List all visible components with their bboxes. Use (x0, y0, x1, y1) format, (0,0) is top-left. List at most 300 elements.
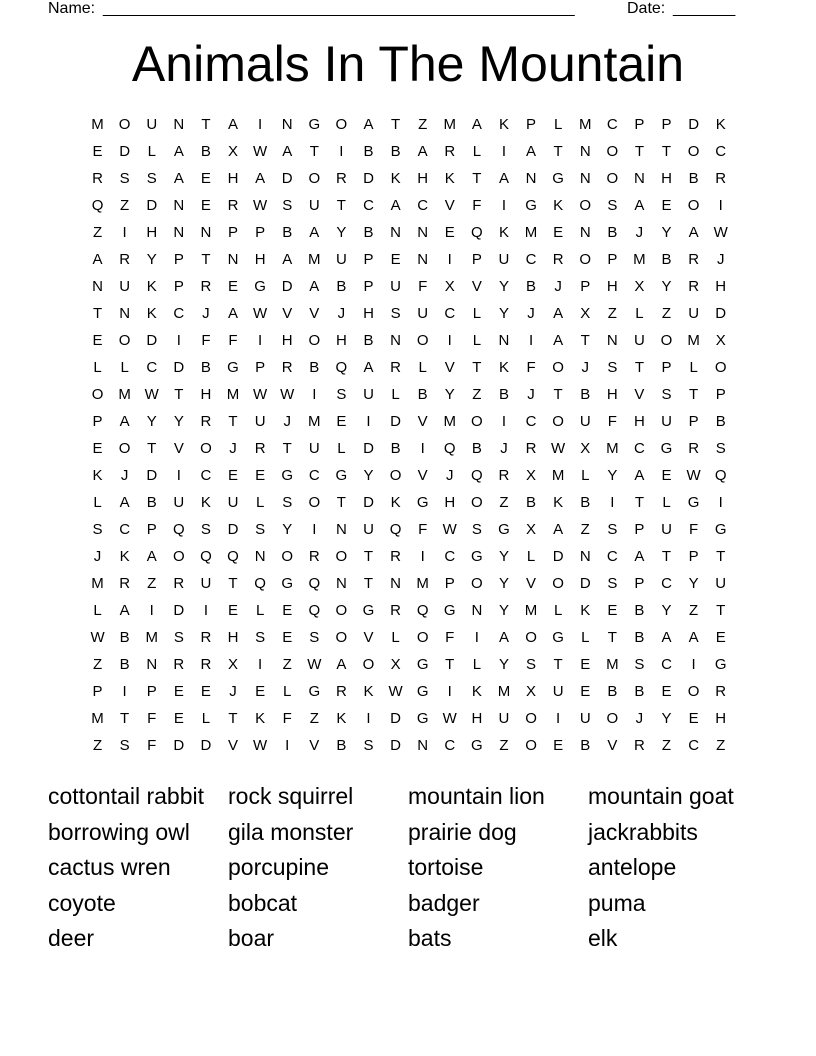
grid-letter: J (120, 467, 129, 484)
grid-letter: Y (336, 224, 347, 241)
grid-letter: X (526, 521, 537, 538)
grid-letter: P (580, 278, 591, 295)
grid-letter: F (228, 332, 238, 349)
word-bank-item: bobcat (228, 889, 298, 916)
grid-letter: T (634, 359, 644, 376)
grid-letter: H (200, 386, 212, 403)
grid-letter: L (635, 305, 644, 322)
grid-letter: B (634, 602, 645, 619)
grid-letter: A (363, 116, 374, 133)
grid-letter: T (661, 143, 672, 160)
grid-letter: A (228, 305, 239, 322)
grid-letter: H (634, 413, 645, 430)
grid-letter: Y (607, 467, 618, 484)
grid-letter: N (281, 116, 293, 133)
grid-letter: L (93, 494, 102, 511)
grid-letter: B (526, 494, 537, 511)
grid-letter: K (255, 710, 266, 727)
grid-letter: N (119, 305, 131, 322)
grid-letter: Y (661, 278, 672, 295)
grid-letter: A (390, 197, 401, 214)
grid-letter: B (526, 278, 537, 295)
grid-letter: Z (716, 737, 726, 754)
grid-letter: G (687, 494, 700, 511)
grid-letter: W (253, 143, 268, 160)
grid-letter: U (715, 575, 727, 592)
grid-letter: Q (471, 224, 483, 241)
grid-letter: A (634, 197, 645, 214)
grid-letter: B (363, 332, 374, 349)
grid-letter: A (228, 116, 239, 133)
grid-letter: I (447, 332, 452, 349)
grid-row (84, 383, 734, 410)
grid-letter: P (255, 359, 266, 376)
grid-letter: S (471, 521, 482, 538)
grid-letter: X (228, 656, 239, 673)
grid-letter: E (92, 143, 103, 160)
grid-letter: O (552, 575, 564, 592)
grid-letter: C (363, 197, 374, 214)
grid-letter: M (145, 629, 158, 646)
grid-letter: J (635, 224, 644, 241)
grid-letter: N (579, 224, 591, 241)
grid-letter: C (444, 548, 456, 565)
grid-letter: G (498, 521, 510, 538)
grid-letter: I (366, 413, 371, 430)
grid-letter: L (201, 710, 211, 727)
grid-letter: S (119, 737, 130, 754)
grid-letter: D (173, 602, 185, 619)
grid-letter: D (390, 710, 401, 727)
grid-letter: R (254, 440, 266, 457)
grid-letter: S (607, 197, 618, 214)
grid-letter: I (258, 656, 263, 673)
grid-letter: L (553, 602, 563, 619)
grid-letter: Q (443, 440, 456, 457)
grid-letter: N (634, 170, 645, 187)
grid-letter: N (227, 251, 239, 268)
grid-letter: P (715, 386, 726, 403)
word-bank-item: porcupine (228, 854, 330, 881)
word-bank-item: boar (228, 925, 275, 952)
grid-letter: O (660, 332, 673, 349)
grid-letter: E (173, 710, 184, 727)
grid-letter: T (689, 386, 699, 403)
word-bank-item: elk (588, 925, 618, 952)
grid-letter: S (661, 386, 672, 403)
grid-letter: I (366, 710, 371, 727)
grid-letter: D (227, 521, 239, 538)
grid-letter: O (471, 494, 483, 511)
grid-letter: I (149, 602, 154, 619)
grid-letter: S (119, 170, 130, 187)
grid-letter: A (688, 224, 699, 241)
grid-letter: K (498, 359, 509, 376)
grid-letter: B (282, 224, 293, 241)
grid-letter: E (255, 467, 266, 484)
grid-letter: I (176, 332, 181, 349)
grid-letter: Z (418, 116, 428, 133)
grid-letter: X (526, 467, 537, 484)
word-bank-item: borrowing owl (48, 818, 190, 845)
grid-letter: C (606, 116, 618, 133)
grid-letter: J (283, 413, 291, 430)
grid-letter: L (93, 359, 102, 376)
grid-letter: G (227, 359, 239, 376)
grid-letter: P (228, 224, 239, 241)
grid-letter: G (362, 602, 375, 619)
grid-letter: Y (363, 467, 374, 484)
grid-letter: U (335, 251, 347, 268)
grid-letter: J (554, 278, 562, 295)
grid-letter: N (579, 170, 591, 187)
grid-letter: Q (416, 602, 429, 619)
grid-letter: H (471, 710, 483, 727)
grid-letter: N (579, 143, 591, 160)
grid-letter: Y (444, 386, 455, 403)
grid-letter: I (474, 629, 479, 646)
grid-letter: G (660, 440, 673, 457)
grid-letter: Z (92, 224, 103, 241)
grid-letter: D (363, 440, 374, 457)
grid-letter: Q (389, 521, 402, 538)
grid-letter: V (444, 197, 455, 214)
grid-letter: K (580, 602, 591, 619)
grid-letter: E (92, 332, 103, 349)
grid-letter: Q (308, 602, 321, 619)
grid-letter: L (472, 656, 482, 673)
grid-letter: X (228, 143, 239, 160)
grid-letter: A (498, 629, 509, 646)
grid-letter: R (634, 737, 645, 754)
grid-letter: Y (661, 224, 672, 241)
grid-letter: I (312, 386, 317, 403)
grid-letter: M (443, 116, 457, 133)
grid-letter: T (363, 575, 374, 592)
grid-letter: H (715, 278, 727, 295)
grid-letter: O (335, 548, 348, 565)
grid-letter: D (146, 332, 158, 349)
grid-letter: W (442, 521, 457, 538)
grid-letter: B (661, 251, 672, 268)
grid-letter: H (606, 386, 618, 403)
grid-letter: R (390, 602, 401, 619)
grid-letter: O (308, 332, 321, 349)
grid-letter: G (471, 737, 483, 754)
grid-letter: D (552, 548, 564, 565)
grid-letter: W (253, 386, 268, 403)
grid-letter: P (688, 413, 699, 430)
word-bank-item: puma (588, 889, 646, 916)
grid-letter: K (336, 710, 347, 727)
grid-letter: K (146, 278, 157, 295)
grid-letter: L (255, 602, 265, 619)
grid-letter: B (336, 278, 347, 295)
grid-letter: A (417, 143, 428, 160)
grid-letter: N (471, 602, 483, 619)
word-bank-item: cottontail rabbit (48, 783, 204, 809)
grid-letter: R (281, 359, 293, 376)
grid-letter: U (579, 413, 591, 430)
grid-letter: T (92, 305, 103, 322)
grid-letter: W (253, 197, 268, 214)
grid-letter: Z (282, 656, 292, 673)
grid-letter: Z (661, 305, 672, 322)
name-label: Name: (48, 0, 96, 17)
grid-letter: U (552, 683, 564, 700)
grid-letter: E (607, 602, 618, 619)
grid-letter: Z (661, 737, 672, 754)
grid-row (84, 464, 734, 491)
grid-letter: C (308, 467, 320, 484)
page-title: Animals In The Mountain (131, 36, 685, 92)
grid-letter: B (200, 143, 211, 160)
grid-letter: O (687, 683, 700, 700)
grid-letter: L (391, 629, 400, 646)
name-field-line: _____________________________________________________ (103, 0, 575, 17)
grid-letter: O (471, 413, 483, 430)
grid-letter: L (472, 332, 482, 349)
grid-letter: J (93, 548, 102, 565)
grid-letter: P (173, 251, 184, 268)
grid-letter: Y (498, 575, 509, 592)
grid-row (84, 248, 734, 275)
grid-letter: V (607, 737, 618, 754)
grid-letter: U (200, 575, 212, 592)
grid-letter: O (606, 143, 619, 160)
grid-letter: E (580, 683, 591, 700)
grid-letter: I (556, 710, 561, 727)
grid-letter: X (580, 305, 591, 322)
grid-letter: P (688, 548, 699, 565)
grid-letter: B (634, 683, 645, 700)
date-label: Date: (627, 0, 666, 17)
grid-letter: W (388, 683, 403, 700)
grid-letter: U (661, 413, 672, 430)
grid-letter: A (282, 143, 293, 160)
word-bank-item: gila monster (228, 818, 354, 845)
grid-letter: R (227, 197, 239, 214)
grid-letter: A (553, 305, 564, 322)
grid-letter: D (173, 359, 185, 376)
grid-letter: J (337, 305, 346, 322)
grid-letter: A (526, 143, 537, 160)
grid-letter: Y (498, 602, 509, 619)
grid-letter: L (581, 629, 590, 646)
grid-letter: I (610, 494, 615, 511)
grid-letter: O (687, 143, 700, 160)
grid-letter: O (525, 629, 537, 646)
grid-letter: A (471, 116, 482, 133)
grid-letter: A (119, 413, 130, 430)
grid-letter: F (526, 359, 536, 376)
grid-letter: A (363, 359, 374, 376)
grid-letter: S (336, 386, 347, 403)
grid-letter: C (688, 737, 700, 754)
grid-letter: I (501, 143, 507, 160)
grid-letter: S (363, 737, 374, 754)
grid-letter: R (390, 359, 401, 376)
grid-letter: I (203, 602, 208, 619)
grid-letter: K (92, 467, 103, 484)
grid-letter: P (661, 359, 672, 376)
grid-letter: T (228, 710, 238, 727)
grid-letter: I (691, 656, 696, 673)
grid-letter: E (255, 683, 266, 700)
grid-letter: H (363, 305, 374, 322)
grid-letter: K (390, 494, 401, 511)
grid-letter: Q (714, 467, 727, 484)
grid-letter: U (308, 440, 320, 457)
grid-letter: L (418, 359, 427, 376)
grid-letter: O (416, 332, 429, 349)
grid-letter: K (715, 116, 726, 133)
grid-letter: I (447, 251, 452, 268)
grid-letter: M (416, 575, 429, 592)
grid-letter: P (146, 521, 157, 538)
grid-letter: Y (282, 521, 293, 538)
grid-letter: E (92, 440, 103, 457)
grid-letter: A (309, 224, 320, 241)
grid-letter: B (390, 143, 401, 160)
grid-letter: O (687, 197, 700, 214)
grid-letter: W (713, 224, 728, 241)
grid-letter: A (92, 251, 103, 268)
grid-letter: H (417, 170, 429, 187)
word-bank-item: coyote (48, 889, 116, 916)
grid-letter: Z (689, 602, 699, 619)
grid-letter: B (336, 737, 347, 754)
grid-letter: G (416, 656, 429, 673)
grid-letter: N (525, 170, 537, 187)
grid-letter: O (606, 170, 619, 187)
grid-letter: Q (254, 575, 266, 592)
header-line (48, 0, 748, 19)
grid-row (84, 518, 734, 545)
grid-letter: L (472, 305, 482, 322)
grid-letter: W (280, 386, 295, 403)
grid-letter: B (309, 359, 320, 376)
grid-letter: M (226, 386, 240, 403)
grid-letter: P (634, 521, 645, 538)
grid-row (84, 167, 734, 194)
grid-letter: E (228, 602, 239, 619)
grid-letter: V (228, 737, 239, 754)
grid-letter: B (688, 170, 699, 187)
grid-letter: T (309, 143, 319, 160)
grid-letter: Z (499, 494, 509, 511)
grid-letter: B (471, 440, 482, 457)
grid-row (84, 491, 734, 518)
word-bank-item: cactus wren (48, 854, 171, 881)
grid-letter: I (285, 737, 290, 754)
grid-letter: L (283, 683, 292, 700)
grid-letter: M (91, 116, 104, 133)
grid-letter: T (201, 251, 211, 268)
grid-letter: M (524, 602, 538, 619)
grid-letter: W (253, 305, 268, 322)
grid-letter: W (90, 629, 105, 646)
grid-letter: V (444, 359, 455, 376)
grid-letter: Q (471, 467, 483, 484)
grid-letter: B (363, 224, 374, 241)
grid-letter: S (282, 494, 293, 511)
grid-letter: T (634, 494, 644, 511)
grid-letter: F (147, 710, 157, 727)
grid-letter: T (201, 116, 211, 133)
grid-letter: E (553, 224, 564, 241)
grid-letter: O (91, 386, 104, 403)
word-bank-item: mountain goat (588, 783, 734, 809)
grid-letter: A (634, 548, 645, 565)
grid-letter: C (661, 656, 672, 673)
grid-row (84, 329, 734, 356)
grid-letter: E (228, 278, 239, 295)
word-bank-item: rock squirrel (228, 783, 354, 809)
grid-letter: K (390, 170, 401, 187)
grid-letter: H (606, 278, 618, 295)
grid-letter: O (362, 656, 375, 673)
grid-letter: R (688, 251, 700, 268)
grid-letter: F (689, 521, 699, 538)
grid-letter: I (501, 197, 507, 214)
grid-letter: D (200, 737, 212, 754)
grid-letter: B (146, 494, 157, 511)
grid-letter: N (200, 224, 212, 241)
grid-letter: R (498, 467, 510, 484)
grid-letter: R (525, 440, 537, 457)
grid-letter: O (552, 413, 564, 430)
grid-letter: S (607, 521, 618, 538)
grid-letter: B (119, 656, 130, 673)
grid-letter: T (472, 170, 482, 187)
grid-letter: I (718, 197, 723, 214)
grid-letter: Z (607, 305, 617, 322)
grid-letter: O (416, 629, 429, 646)
grid-letter: J (202, 305, 210, 322)
grid-letter: O (281, 548, 294, 565)
grid-letter: C (417, 197, 429, 214)
word-bank-item: mountain lion (408, 783, 545, 809)
grid-letter: L (337, 440, 346, 457)
grid-letter: G (416, 710, 429, 727)
grid-letter: Z (92, 737, 103, 754)
grid-letter: M (91, 575, 104, 592)
grid-letter: A (255, 170, 266, 187)
grid-row (84, 140, 734, 167)
grid-letter: N (173, 224, 185, 241)
grid-letter: R (200, 413, 212, 430)
grid-letter: F (607, 413, 617, 430)
grid-letter: E (390, 251, 401, 268)
grid-letter: F (147, 737, 157, 754)
grid-letter: T (607, 629, 617, 646)
grid-letter: T (390, 116, 401, 133)
grid-letter: B (363, 143, 374, 160)
grid-letter: C (525, 251, 537, 268)
grid-letter: A (309, 278, 320, 295)
grid-letter: O (579, 251, 592, 268)
grid-letter: J (446, 467, 454, 484)
grid-letter: S (282, 197, 293, 214)
grid-letter: N (173, 116, 185, 133)
grid-letter: T (147, 440, 157, 457)
grid-letter: Z (92, 656, 103, 673)
grid-letter: B (580, 737, 591, 754)
grid-row (84, 680, 734, 707)
grid-letter: M (497, 683, 511, 700)
grid-letter: A (553, 521, 564, 538)
